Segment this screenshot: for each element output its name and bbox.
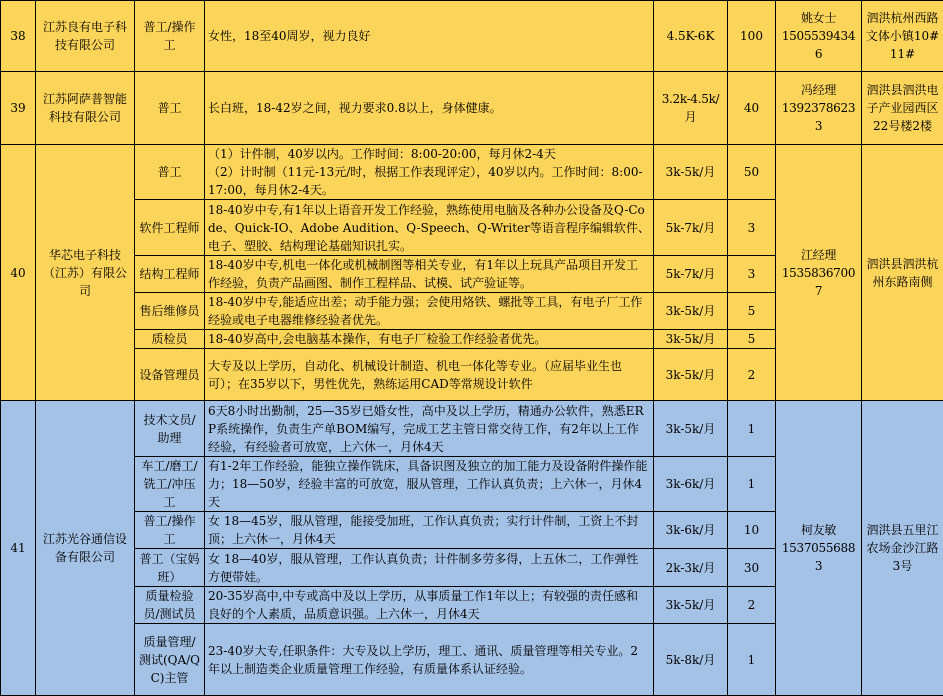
table-row: [1, 145, 943, 200]
position-title: 质量检验员/测试员: [135, 587, 205, 624]
table-row: [1, 72, 943, 145]
salary: 3k-6k/月: [654, 512, 728, 549]
salary: 3k-5k/月: [654, 349, 728, 401]
job-requirements: 女 18—45岁，服从管理，能接受加班，工作认真负责；实行计件制，工资上不封顶；上六休一，月休4天: [205, 512, 654, 549]
work-address: 泗洪县泗洪杭州东路南侧: [862, 145, 943, 401]
company-name: 江苏阿萨普智能科技有限公司: [36, 72, 135, 145]
row-number: 39: [1, 72, 36, 145]
job-requirements: 女性，18至40周岁，视力良好: [205, 1, 654, 72]
work-address: 泗洪县泗洪电子产业园西区22号楼2楼: [862, 72, 943, 145]
job-requirements: 18-40岁中专,机电一体化或机械制图等相关专业，有1年以上玩具产品项目开发工作经验，负责产品画图、制作工程样品、试模、试产验证等。: [205, 256, 654, 293]
work-address: 泗洪县五里江农场金沙江路3号: [862, 401, 943, 696]
position-title: 车工/磨工/铣工/冲压工: [135, 457, 205, 512]
position-title: 结构工程师: [135, 256, 205, 293]
position-title: 技术文员/助理: [135, 401, 205, 457]
salary: 3.2k-4.5k/月: [654, 72, 728, 145]
salary: 3k-6k/月: [654, 457, 728, 512]
contact-person: 姚女士 15055394346: [776, 1, 862, 72]
contact-person: 柯友敏 15370556883: [776, 401, 862, 696]
salary: 3k-5k/月: [654, 145, 728, 200]
job-requirements: 18-40岁中专,有1年以上语音开发工作经验，熟练使用电脑及各种办公设备及Q-Code、Quick-IO、Adobe Audition、Q-Speech、Q-Writer等语音程序编辑软件、电子、塑胶、结构理论基础知识扎实。: [205, 200, 654, 256]
salary: 3k-5k/月: [654, 401, 728, 457]
position-title: 设备管理员: [135, 349, 205, 401]
job-requirements: 6天8小时出勤制，25—35岁已婚女性，高中及以上学历，精通办公软件，熟悉ERP系统操作，负责生产单BOM编写，完成工艺主管日常交待工作，有2年以上工作经验，有经验者可放宽，上六休一，月休4天: [205, 401, 654, 457]
headcount: 3: [728, 200, 776, 256]
position-title: 普工/操作工: [135, 512, 205, 549]
job-requirements: 有1-2年工作经验，能独立操作铣床，具备识图及独立的加工能力及设备附件操作能力；18—50岁，经验丰富的可放宽，服从管理，工作认真负责；上六休一，月休4天: [205, 457, 654, 512]
job-requirements: 18-40岁中专,能适应出差；动手能力强；会使用烙铁、螺批等工具，有电子厂工作经验或电子电器维修经验者优先。: [205, 293, 654, 330]
job-requirements: 18-40岁高中,会电脑基本操作，有电子厂检验工作经验者优先。: [205, 330, 654, 349]
position-title: 质量管理/测试(QA/QC)主管: [135, 624, 205, 696]
company-name: 江苏光谷通信设备有限公司: [36, 401, 135, 696]
contact-person: 江经理 15358367007: [776, 145, 862, 401]
headcount: 1: [728, 624, 776, 696]
company-name: 江苏良有电子科技有限公司: [36, 1, 135, 72]
row-number: 41: [1, 401, 36, 696]
salary: 3k-5k/月: [654, 587, 728, 624]
headcount: 10: [728, 512, 776, 549]
salary: 2k-3k/月: [654, 549, 728, 587]
job-requirements: 大专及以上学历，自动化、机械设计制造、机电一体化等专业。（应届毕业生也可）；在35岁以下，男性优先，熟练运用CAD等常规设计软件: [205, 349, 654, 401]
position-title: 普工/操作工: [135, 1, 205, 72]
headcount: 3: [728, 256, 776, 293]
salary: 3k-5k/月: [654, 293, 728, 330]
headcount: 1: [728, 401, 776, 457]
salary: 4.5K-6K: [654, 1, 728, 72]
headcount: 1: [728, 457, 776, 512]
contact-person: 冯经理 13923786233: [776, 72, 862, 145]
job-requirements: （1）计件制，40岁以内。工作时间：8:00-20:00，每月休2-4天 （2）计时制（11元-13元/时，根据工作表现评定），40岁以内。工作时间：8:00-17:00，每月休2-4天。: [205, 145, 654, 200]
position-title: 售后维修员: [135, 293, 205, 330]
table-row: [1, 1, 943, 72]
job-requirements: 23-40岁大专,任职条件：大专及以上学历，理工、通讯、质量管理等相关专业。2年以上制造类企业质量管理工作经验，有质量体系认证经验。: [205, 624, 654, 696]
salary: 3k-5k/月: [654, 330, 728, 349]
work-address: 泗洪杭州西路文体小镇10#11#: [862, 1, 943, 72]
headcount: 2: [728, 349, 776, 401]
job-requirements: 长白班，18-42岁之间，视力要求0.8以上，身体健康。: [205, 72, 654, 145]
headcount: 50: [728, 145, 776, 200]
salary: 5k-7k/月: [654, 200, 728, 256]
company-name: 华芯电子科技（江苏）有限公司: [36, 145, 135, 401]
headcount: 40: [728, 72, 776, 145]
headcount: 30: [728, 549, 776, 587]
position-title: 质检员: [135, 330, 205, 349]
headcount: 100: [728, 1, 776, 72]
headcount: 5: [728, 330, 776, 349]
headcount: 5: [728, 293, 776, 330]
position-title: 普工: [135, 145, 205, 200]
row-number: 38: [1, 1, 36, 72]
job-requirements: 20-35岁高中,中专或高中及以上学历，从事质量工作1年以上；有较强的责任感和良好的个人素质，品质意识强。上六休一，月休4天: [205, 587, 654, 624]
position-title: 普工（宝妈班）: [135, 549, 205, 587]
salary: 5k-7k/月: [654, 256, 728, 293]
row-number: 40: [1, 145, 36, 401]
headcount: 2: [728, 587, 776, 624]
position-title: 软件工程师: [135, 200, 205, 256]
position-title: 普工: [135, 72, 205, 145]
job-requirements: 女 18—40岁，服从管理，工作认真负责；计件制多劳多得，上五休二，工作弹性方便带娃。: [205, 549, 654, 587]
table-row: [1, 401, 943, 457]
salary: 5k-8k/月: [654, 624, 728, 696]
